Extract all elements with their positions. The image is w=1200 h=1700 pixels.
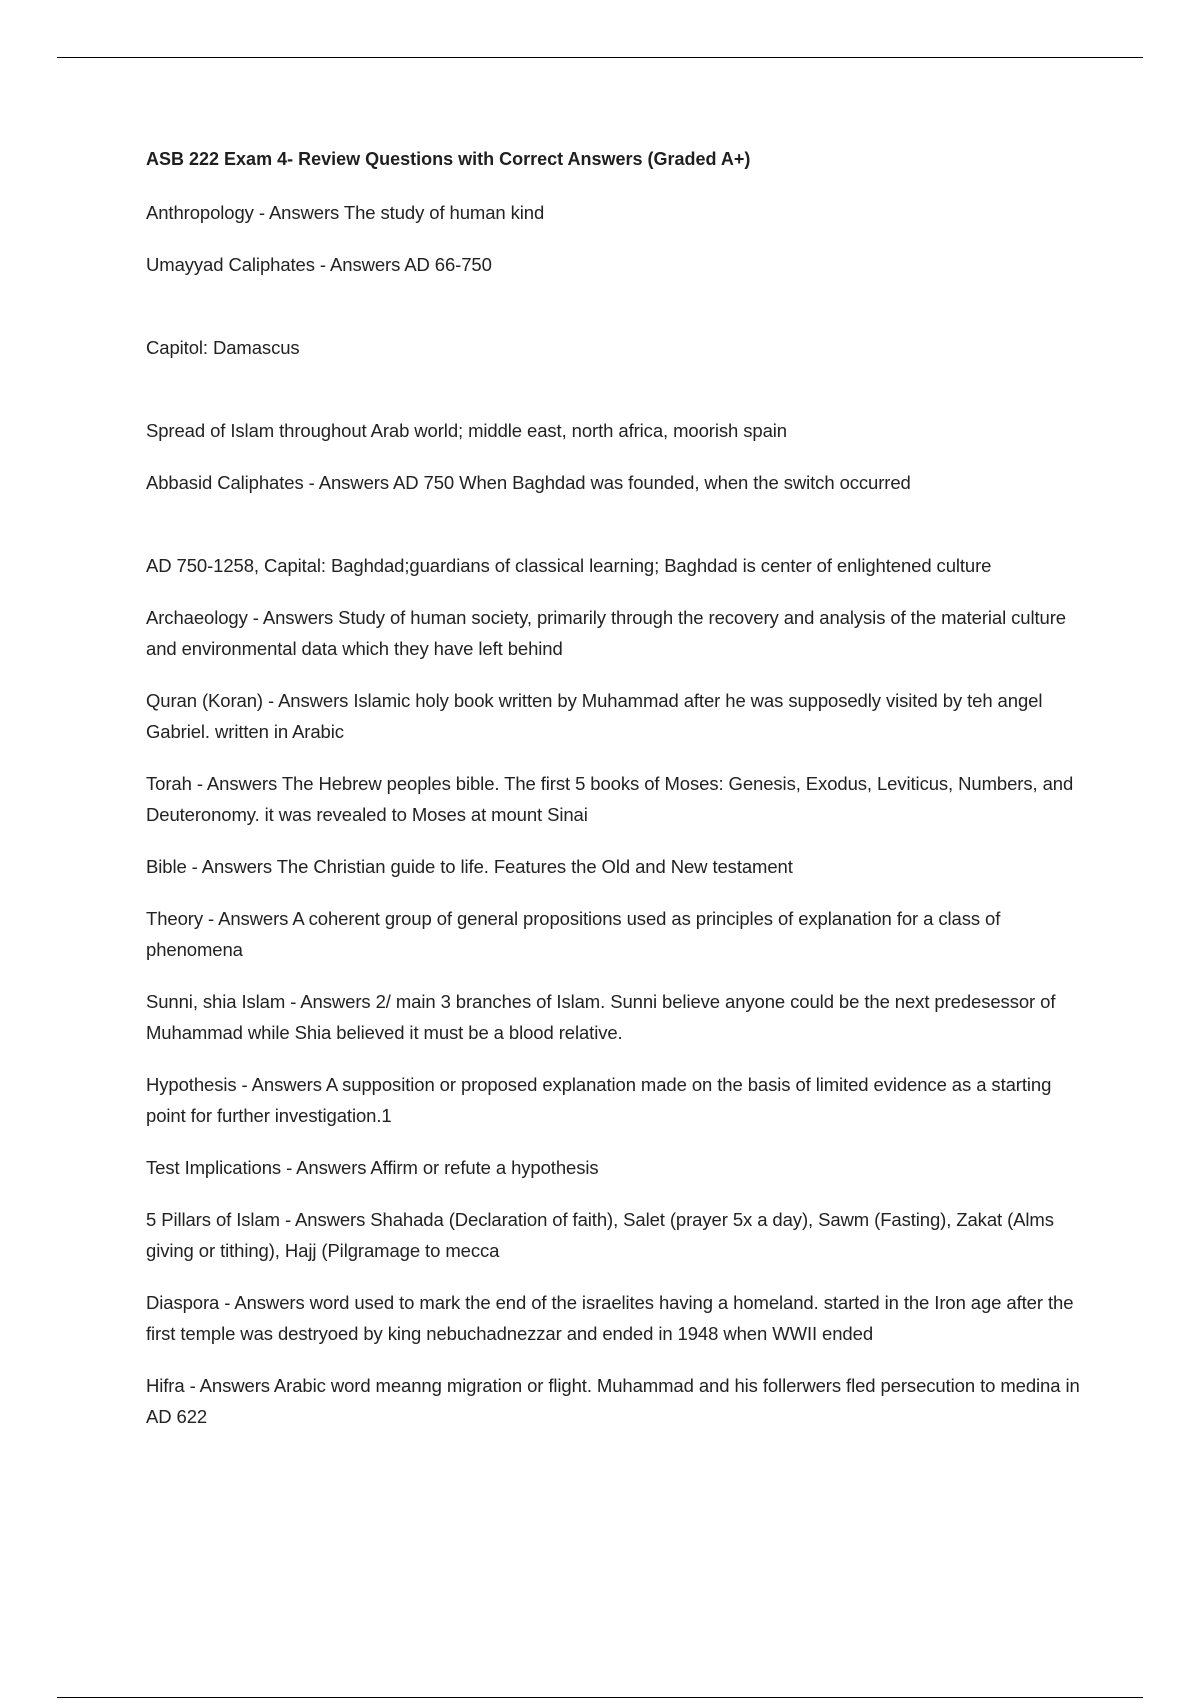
document-title: ASB 222 Exam 4- Review Questions with Correct Answers (Graded A+)	[146, 149, 751, 169]
paragraph-bible: Bible - Answers The Christian guide to life. Features the Old and New testament	[146, 856, 793, 877]
paragraph-archaeology: Archaeology - Answers Study of human society, primarily through the recovery and analysis of the material culture and environmental data which they have left behind	[146, 607, 1066, 659]
paragraph-torah: Torah - Answers The Hebrew peoples bible. The first 5 books of Moses: Genesis, Exodus, Leviticus, Numbers, and Deuteronomy. it was revealed to Moses at mount Sinai	[146, 773, 1074, 825]
document-body	[146, 147, 1086, 1453]
paragraph-umayyad-spread: Spread of Islam throughout Arab world; middle east, north africa, moorish spain	[146, 420, 787, 441]
top-rule	[57, 57, 1143, 58]
paragraph-quran: Quran (Koran) - Answers Islamic holy book written by Muhammad after he was supposedly visited by teh angel Gabriel. written in Arabic	[146, 690, 1043, 742]
paragraph-diaspora: Diaspora - Answers word used to mark the end of the israelites having a homeland. started in the Iron age after the first temple was destryoed by king nebuchadnezzar and ended in 1948 when WWII ended	[146, 1292, 1074, 1344]
paragraph-umayyad-capitol: Capitol: Damascus	[146, 337, 300, 358]
paragraph-five-pillars: 5 Pillars of Islam - Answers Shahada (Declaration of faith), Salet (prayer 5x a day), Sawm (Fasting), Zakat (Alms giving or tithing), Hajj (Pilgramage to mecca	[146, 1209, 1054, 1261]
paragraph-abbasid: Abbasid Caliphates - Answers AD 750 When Baghdad was founded, when the switch occurred	[146, 472, 911, 493]
paragraph-hifra: Hifra - Answers Arabic word meanng migration or flight. Muhammad and his follerwers fled persecution to medina in AD 622	[146, 1375, 1080, 1427]
paragraph-sunni-shia: Sunni, shia Islam - Answers 2/ main 3 branches of Islam. Sunni believe anyone could be the next predesessor of Muhammad while Shia believed it must be a blood relative.	[146, 991, 1056, 1043]
paragraph-abbasid-detail: AD 750-1258, Capital: Baghdad;guardians of classical learning; Baghdad is center of enlightened culture	[146, 555, 992, 576]
paragraph-umayyad: Umayyad Caliphates - Answers AD 66-750	[146, 254, 492, 275]
paragraph-hypothesis: Hypothesis - Answers A supposition or proposed explanation made on the basis of limited evidence as a starting point for further investigation.1	[146, 1074, 1052, 1126]
paragraph-test-implications: Test Implications - Answers Affirm or refute a hypothesis	[146, 1157, 599, 1178]
paragraph-theory: Theory - Answers A coherent group of general propositions used as principles of explanation for a class of phenomena	[146, 908, 1001, 960]
paragraph-anthropology: Anthropology - Answers The study of human kind	[146, 202, 545, 223]
bottom-rule	[57, 1697, 1143, 1698]
